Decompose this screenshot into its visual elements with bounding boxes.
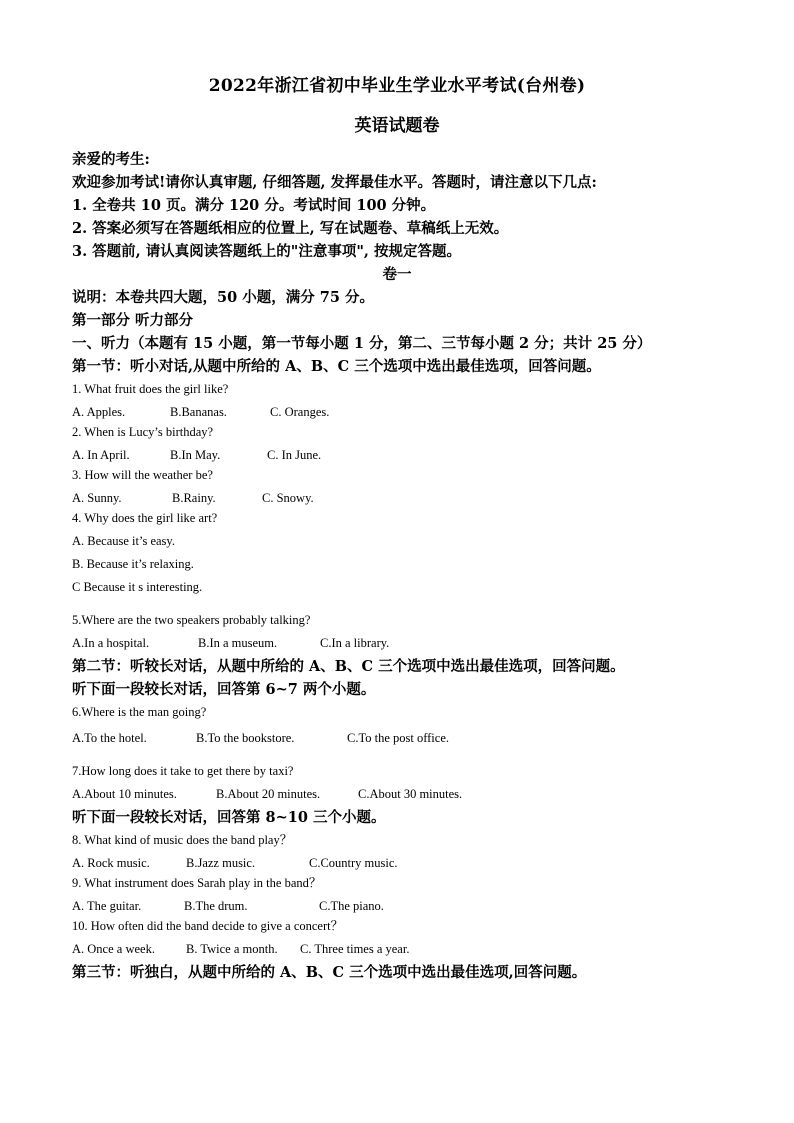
section1-heading: 第一节：听小对话,从题中所给的 A、B、C 三个选项中选出最佳选项，回答问题。	[72, 358, 601, 375]
question-3-options	[72, 490, 722, 506]
q3-option-c: C. Snowy.	[262, 491, 314, 505]
q8-option-b: B.Jazz music.	[186, 856, 256, 870]
q10-option-a: A. Once a week.	[72, 942, 155, 956]
question-8: 8. What kind of music does the band play？	[72, 833, 293, 847]
question-10-options	[72, 941, 722, 957]
q10-option-c: C. Three times a year.	[300, 942, 410, 956]
note-2: 2. 答案必须写在答题纸相应的位置上, 写在试题卷、草稿纸上无效。	[72, 220, 509, 237]
q6-option-a: A.To the hotel.	[72, 731, 147, 745]
question-1-options	[72, 404, 722, 420]
question-7-options	[72, 786, 722, 802]
q1-option-a: A. Apples.	[72, 405, 126, 419]
q4-option-a: A. Because it’s easy.	[72, 534, 175, 548]
exam-title: 2022年浙江省初中毕业生学业水平考试(台州卷)	[208, 76, 586, 96]
q5-option-b: B.In a museum.	[198, 636, 278, 650]
section2-heading: 第二节：听较长对话，从题中所给的 A、B、C 三个选项中选出最佳选项，回答问题。	[72, 658, 625, 675]
q7-option-b: B.About 20 minutes.	[216, 787, 321, 801]
section3-heading: 第三节：听独白，从题中所给的 A、B、C 三个选项中选出最佳选项,回答问题。	[72, 964, 587, 981]
q7-option-c: C.About 30 minutes.	[358, 787, 463, 801]
q4-option-c: C Because it s interesting.	[72, 580, 203, 594]
question-9-options	[72, 898, 722, 914]
q5-option-a: A.In a hospital.	[72, 636, 150, 650]
q9-option-b: B.The drum.	[184, 899, 248, 913]
q1-option-b: B.Bananas.	[170, 405, 227, 419]
dialog-1-instruction: 听下面一段较长对话，回答第 6~7 两个小题。	[72, 681, 376, 698]
q2-option-c: C. In June.	[267, 448, 322, 462]
question-2: 2. When is Lucy’s birthday?	[72, 425, 214, 439]
q2-option-a: A. In April.	[72, 448, 130, 462]
note-1: 1. 全卷共 10 页。满分 120 分。考试时间 100 分钟。	[72, 197, 436, 214]
q5-option-c: C.In a library.	[320, 636, 390, 650]
welcome-text: 欢迎参加考试!请你认真审题, 仔细答题, 发挥最佳水平。答题时，请注意以下几点:	[72, 174, 597, 191]
q1-option-c: C. Oranges.	[270, 405, 330, 419]
q3-option-b: B.Rainy.	[172, 491, 216, 505]
q3-option-a: A. Sunny.	[72, 491, 122, 505]
question-6-options	[72, 730, 722, 746]
q7-option-a: A.About 10 minutes.	[72, 787, 177, 801]
question-5: 5.Where are the two speakers probably talking?	[72, 613, 311, 627]
instructions-block	[72, 148, 722, 263]
listening-intro: 一、听力（本题有 15 小题，第一节每小题 1 分，第二、三节每小题 2 分；共计 25 分）	[72, 335, 652, 352]
dialog-2-instruction: 听下面一段较长对话，回答第 8~10 三个小题。	[72, 809, 386, 826]
q6-option-c: C.To the post office.	[347, 731, 450, 745]
q4-option-b: B. Because it’s relaxing.	[72, 557, 194, 571]
greeting: 亲爱的考生:	[72, 151, 150, 168]
question-6: 6.Where is the man going?	[72, 705, 207, 719]
note-3: 3. 答题前, 请认真阅读答题纸上的"注意事项", 按规定答题。	[72, 243, 461, 260]
question-5-options	[72, 635, 722, 651]
question-7: 7.How long does it take to get there by taxi?	[72, 764, 294, 778]
q6-option-b: B.To the bookstore.	[196, 731, 295, 745]
q8-option-c: C.Country music.	[309, 856, 398, 870]
question-3: 3. How will the weather be?	[72, 468, 213, 482]
question-9: 9. What instrument does Sarah play in the band？	[72, 876, 322, 890]
q9-option-c: C.The piano.	[319, 899, 384, 913]
q10-option-b: B. Twice a month.	[186, 942, 278, 956]
q2-option-b: B.In May.	[170, 448, 221, 462]
q9-option-a: A. The guitar.	[72, 899, 142, 913]
question-8-options	[72, 855, 722, 871]
volume-label: 卷一	[382, 266, 412, 283]
question-10: 10. How often did the band decide to give a concert？	[72, 919, 344, 933]
question-1: 1. What fruit does the girl like?	[72, 382, 229, 396]
exam-subtitle: 英语试题卷	[354, 116, 440, 136]
part1-heading: 第一部分 听力部分	[72, 312, 194, 329]
question-4: 4. Why does the girl like art?	[72, 511, 218, 525]
exam-page	[72, 70, 722, 984]
volume-description: 说明：本卷共四大题，50 小题，满分 75 分。	[72, 289, 374, 306]
q8-option-a: A. Rock music.	[72, 856, 150, 870]
question-2-options	[72, 447, 722, 463]
